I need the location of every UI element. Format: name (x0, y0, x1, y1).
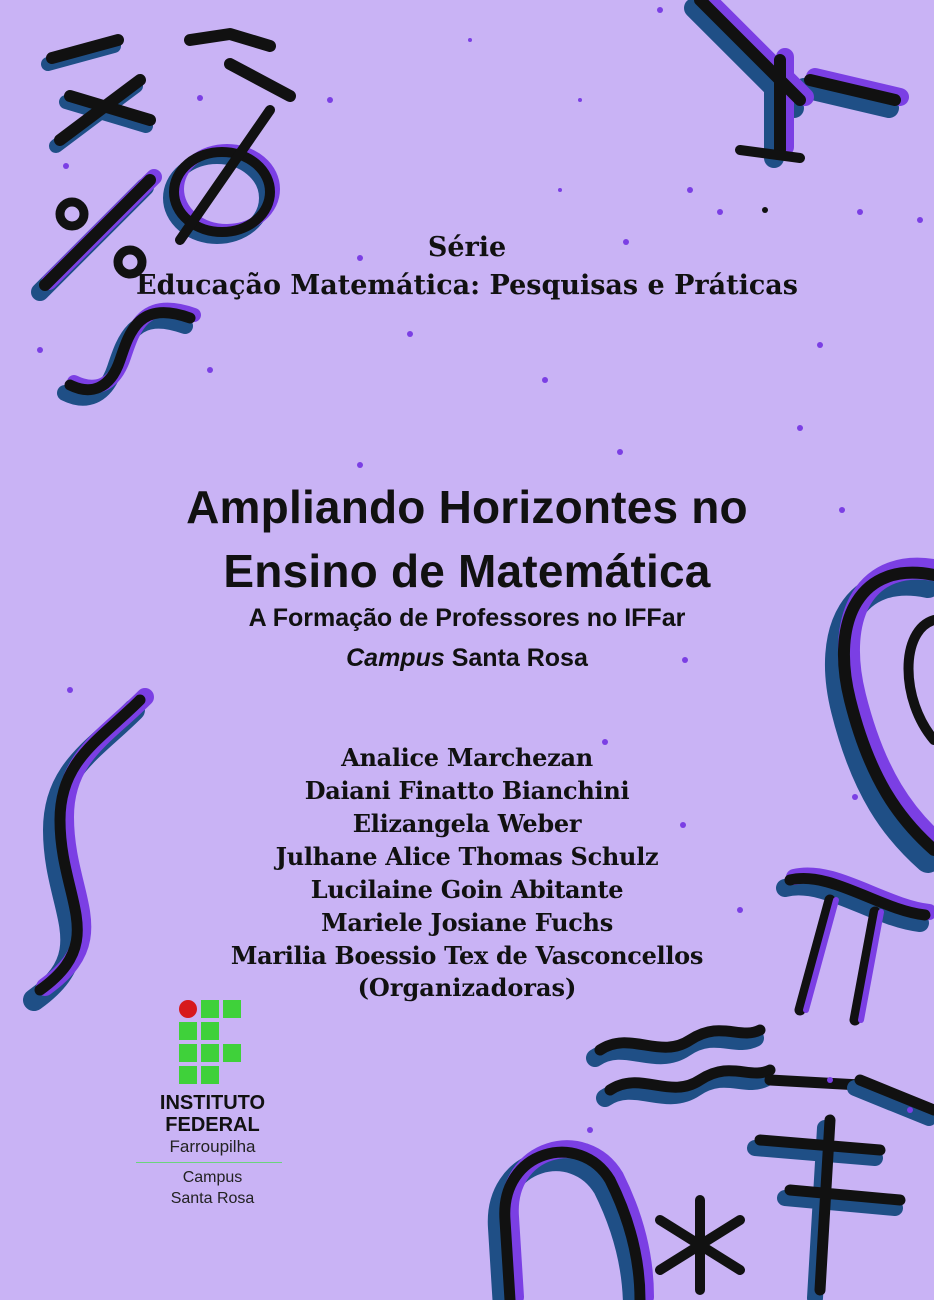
author-name: Julhane Alice Thomas Schulz (275, 842, 659, 871)
author-name: Lucilaine Goin Abitante (310, 875, 624, 904)
campus-name: Santa Rosa (451, 644, 588, 672)
author-name: Mariele Josiane Fuchs (321, 908, 613, 937)
logo-divider (136, 1162, 282, 1163)
logo-line-federal: FEDERAL (165, 1114, 260, 1136)
arc-icon (499, 1149, 645, 1300)
campus-word: Campus (346, 644, 445, 672)
integral-icon (65, 310, 194, 398)
x-letter-icon (755, 1080, 934, 1298)
book-subtitle: A Formação de Professores no IFFar (248, 604, 686, 632)
logo-line-santa-rosa: Santa Rosa (170, 1190, 255, 1207)
author-name: Elizangela Weber (352, 809, 582, 838)
empty-set-icon (169, 110, 275, 240)
logo-grid-icon (179, 1000, 243, 1084)
campus-subtitle (0, 644, 934, 673)
asterisk-icon (660, 1200, 740, 1290)
x-letter-icon (694, 0, 900, 158)
series-name: Educação Matemática: Pesquisas e Práticas (136, 270, 798, 301)
author-name: Daiani Finatto Bianchini (304, 776, 630, 805)
author-list (0, 741, 934, 972)
approx-sign-icon (595, 1030, 860, 1098)
book-title-line-2: Ensino de Matemática (223, 545, 711, 597)
book-title-line-1: Ampliando Horizontes no (186, 481, 748, 533)
logo-line-farroupilha: Farroupilha (169, 1137, 256, 1156)
logo-line-campus: Campus (182, 1169, 243, 1186)
author-name: Marilia Boessio Tex de Vasconcellos (230, 941, 704, 970)
series-label: Série (427, 232, 507, 263)
author-name: Analice Marchezan (341, 743, 593, 772)
organizers-label: (Organizadoras) (357, 973, 577, 1002)
logo-line-instituto: INSTITUTO (159, 1092, 266, 1114)
